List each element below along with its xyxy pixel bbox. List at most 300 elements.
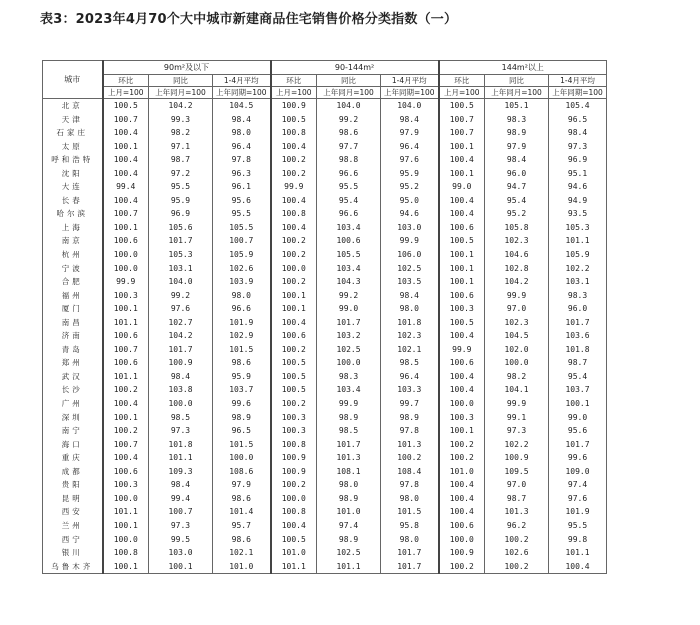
index-value: 105.9 [549,248,607,262]
table-row [43,262,607,276]
index-value: 100.2 [271,153,317,167]
index-value: 103.3 [381,383,439,397]
index-value: 100.6 [103,234,149,248]
index-value: 96.4 [381,140,439,154]
index-value: 97.8 [213,153,271,167]
index-value: 99.1 [485,411,549,425]
index-value: 101.9 [549,505,607,519]
index-value: 98.9 [317,492,381,506]
index-value: 104.0 [381,99,439,113]
table-row [43,343,607,357]
index-value: 101.7 [317,316,381,330]
index-value: 103.9 [213,275,271,289]
index-value: 102.5 [317,546,381,560]
index-value: 102.5 [317,343,381,357]
city-name: 天津 [43,113,103,127]
index-value: 98.4 [149,478,213,492]
index-value: 101.1 [549,546,607,560]
index-value: 100.0 [317,356,381,370]
index-value: 93.5 [549,207,607,221]
city-name: 合肥 [43,275,103,289]
index-value: 100.5 [439,316,485,330]
index-value: 102.3 [485,234,549,248]
index-value: 100.4 [271,140,317,154]
table-row [43,533,607,547]
base-same-month: 上年同月=100 [485,87,549,99]
index-value: 97.2 [149,167,213,181]
index-value: 100.1 [103,302,149,316]
index-value: 100.1 [439,140,485,154]
index-value: 97.3 [485,424,549,438]
index-value: 100.4 [439,505,485,519]
index-value: 99.2 [317,289,381,303]
index-value: 101.5 [213,438,271,452]
city-name: 哈尔滨 [43,207,103,221]
table-row [43,397,607,411]
index-value: 95.9 [381,167,439,181]
index-value: 105.6 [149,221,213,235]
index-value: 100.4 [271,194,317,208]
city-name: 福州 [43,289,103,303]
index-value: 100.3 [271,411,317,425]
index-value: 94.9 [549,194,607,208]
index-value: 101.1 [103,316,149,330]
index-value: 100.0 [213,451,271,465]
index-value: 98.4 [485,153,549,167]
index-value: 100.5 [271,356,317,370]
index-value: 95.8 [381,519,439,533]
table-row [43,519,607,533]
table-row [43,478,607,492]
index-value: 96.4 [213,140,271,154]
index-value: 97.6 [549,492,607,506]
table-row [43,424,607,438]
index-value: 99.3 [149,113,213,127]
index-value: 104.2 [149,329,213,343]
index-value: 100.4 [103,167,149,181]
index-value: 98.5 [149,411,213,425]
index-value: 100.4 [271,221,317,235]
index-value: 103.7 [549,383,607,397]
index-value: 100.0 [103,262,149,276]
index-value: 105.5 [317,248,381,262]
index-value: 98.3 [317,370,381,384]
table-row [43,451,607,465]
index-value: 97.3 [149,519,213,533]
index-value: 97.9 [213,478,271,492]
city-name: 厦门 [43,302,103,316]
index-value: 100.4 [103,397,149,411]
index-value: 106.0 [381,248,439,262]
index-value: 98.6 [213,356,271,370]
index-value: 100.5 [439,99,485,113]
group-header-small: 90m²及以下 [103,61,271,75]
index-value: 99.2 [317,113,381,127]
index-value: 103.8 [149,383,213,397]
table-row [43,302,607,316]
index-value: 98.4 [381,289,439,303]
index-value: 100.4 [439,153,485,167]
city-name: 贵阳 [43,478,103,492]
index-value: 96.6 [317,167,381,181]
base-prev-month: 上月=100 [103,87,149,99]
base-same-month: 上年同月=100 [317,87,381,99]
index-value: 101.1 [103,505,149,519]
index-value: 100.2 [271,234,317,248]
index-value: 99.9 [381,234,439,248]
index-value: 101.1 [149,451,213,465]
index-value: 97.8 [381,424,439,438]
index-value: 100.1 [439,262,485,276]
index-value: 98.0 [317,478,381,492]
index-value: 95.6 [549,424,607,438]
index-value: 100.3 [439,411,485,425]
index-value: 98.7 [149,153,213,167]
city-name: 青岛 [43,343,103,357]
index-value: 100.0 [271,262,317,276]
index-value: 96.6 [213,302,271,316]
price-index-table [42,60,607,574]
index-value: 100.2 [103,383,149,397]
index-value: 100.1 [149,560,213,574]
index-value: 98.4 [549,126,607,140]
index-value: 95.9 [149,194,213,208]
city-name: 深圳 [43,411,103,425]
index-value: 105.4 [549,99,607,113]
index-value: 99.7 [381,397,439,411]
index-value: 100.3 [271,424,317,438]
index-value: 109.5 [485,465,549,479]
index-value: 105.1 [485,99,549,113]
index-value: 100.5 [271,533,317,547]
city-name: 太原 [43,140,103,154]
index-value: 95.5 [149,180,213,194]
index-value: 100.7 [103,438,149,452]
index-value: 100.2 [485,560,549,574]
index-value: 98.9 [381,411,439,425]
index-value: 100.2 [439,560,485,574]
base-same-period: 上年同期=100 [213,87,271,99]
index-value: 98.5 [381,356,439,370]
index-value: 102.9 [213,329,271,343]
index-value: 100.0 [439,397,485,411]
index-value: 102.8 [485,262,549,276]
index-value: 101.5 [381,505,439,519]
city-name: 北京 [43,99,103,113]
index-value: 100.4 [271,316,317,330]
index-value: 101.1 [317,560,381,574]
index-value: 105.8 [485,221,549,235]
index-value: 99.0 [317,302,381,316]
index-value: 103.1 [149,262,213,276]
index-value: 104.1 [485,383,549,397]
index-value: 95.9 [213,370,271,384]
index-value: 101.0 [317,505,381,519]
base-prev-month: 上月=100 [439,87,485,99]
index-value: 101.3 [381,438,439,452]
city-header: 城市 [43,61,103,99]
index-value: 97.3 [149,424,213,438]
index-value: 95.7 [213,519,271,533]
index-value: 100.1 [271,302,317,316]
index-value: 100.2 [439,451,485,465]
index-value: 100.6 [439,356,485,370]
index-value: 105.5 [213,221,271,235]
index-value: 100.2 [271,275,317,289]
city-name: 上海 [43,221,103,235]
city-name: 长沙 [43,383,103,397]
index-value: 104.5 [485,329,549,343]
index-value: 98.6 [317,126,381,140]
index-value: 101.7 [381,560,439,574]
table-row [43,411,607,425]
index-value: 101.3 [317,451,381,465]
index-value: 104.3 [317,275,381,289]
index-value: 101.1 [103,370,149,384]
table-row [43,221,607,235]
index-value: 96.9 [149,207,213,221]
index-value: 104.0 [149,275,213,289]
index-value: 100.1 [103,221,149,235]
index-value: 101.8 [149,438,213,452]
table-row [43,356,607,370]
index-value: 100.0 [103,248,149,262]
index-value: 104.6 [485,248,549,262]
table-title: 表3：2023年4月70个大中城市新建商品住宅销售价格分类指数（一） [40,12,458,27]
subheader-mom: 环比 [271,75,317,87]
table-row [43,329,607,343]
city-name: 西安 [43,505,103,519]
index-value: 99.6 [213,397,271,411]
index-value: 100.8 [271,207,317,221]
index-value: 100.5 [271,383,317,397]
index-value: 101.7 [549,316,607,330]
index-value: 98.8 [317,153,381,167]
index-value: 100.8 [271,126,317,140]
index-value: 100.1 [103,519,149,533]
index-value: 100.5 [271,113,317,127]
index-value: 95.4 [317,194,381,208]
index-value: 100.3 [439,302,485,316]
base-same-month: 上年同月=100 [149,87,213,99]
index-value: 98.0 [213,289,271,303]
index-value: 100.9 [271,465,317,479]
index-value: 99.8 [549,533,607,547]
city-name: 海口 [43,438,103,452]
index-value: 103.1 [549,275,607,289]
index-value: 100.2 [439,438,485,452]
index-value: 101.4 [213,505,271,519]
index-value: 100.4 [103,194,149,208]
index-value: 100.4 [439,478,485,492]
city-name: 成都 [43,465,103,479]
index-value: 100.4 [103,451,149,465]
city-name: 济南 [43,329,103,343]
table-row [43,560,607,574]
city-name: 南京 [43,234,103,248]
index-value: 100.8 [103,546,149,560]
index-value: 100.0 [485,356,549,370]
city-name: 沈阳 [43,167,103,181]
index-value: 100.9 [271,451,317,465]
index-value: 99.9 [103,275,149,289]
table-row [43,316,607,330]
index-value: 95.6 [213,194,271,208]
subheader-avg: 1-4月平均 [213,75,271,87]
table-row [43,383,607,397]
index-value: 97.9 [381,126,439,140]
index-value: 105.9 [213,248,271,262]
table-row [43,465,607,479]
index-value: 97.3 [549,140,607,154]
index-value: 98.6 [213,492,271,506]
index-value: 99.0 [549,411,607,425]
index-value: 98.2 [149,126,213,140]
index-value: 104.0 [317,99,381,113]
index-value: 98.9 [317,533,381,547]
index-value: 96.4 [381,370,439,384]
index-value: 98.3 [485,113,549,127]
index-value: 99.9 [317,397,381,411]
index-value: 97.6 [149,302,213,316]
index-value: 96.9 [549,153,607,167]
index-value: 100.1 [271,289,317,303]
index-value: 108.1 [317,465,381,479]
index-value: 100.2 [485,533,549,547]
index-value: 94.6 [549,180,607,194]
index-value: 100.7 [103,113,149,127]
index-value: 100.9 [271,99,317,113]
index-value: 101.7 [549,438,607,452]
index-value: 99.9 [271,180,317,194]
index-value: 100.1 [103,140,149,154]
index-value: 100.5 [103,99,149,113]
index-value: 102.1 [381,343,439,357]
index-value: 95.2 [485,207,549,221]
index-value: 95.5 [549,519,607,533]
subheader-yoy: 同比 [317,75,381,87]
city-name: 石家庄 [43,126,103,140]
city-name: 兰州 [43,519,103,533]
index-value: 101.0 [213,560,271,574]
index-value: 100.2 [271,397,317,411]
index-value: 100.7 [439,113,485,127]
index-value: 100.4 [103,126,149,140]
table-row [43,153,607,167]
index-value: 104.5 [213,99,271,113]
index-value: 96.1 [213,180,271,194]
index-value: 100.6 [103,329,149,343]
index-value: 101.5 [213,343,271,357]
index-value: 96.3 [213,167,271,181]
index-value: 102.7 [149,316,213,330]
index-value: 94.6 [381,207,439,221]
city-name: 昆明 [43,492,103,506]
index-value: 100.1 [439,248,485,262]
index-value: 100.2 [271,343,317,357]
city-name: 广州 [43,397,103,411]
index-value: 100.4 [439,329,485,343]
index-value: 100.7 [103,343,149,357]
subheader-avg: 1-4月平均 [549,75,607,87]
index-value: 100.6 [271,329,317,343]
city-name: 乌鲁木齐 [43,560,103,574]
index-value: 99.9 [439,343,485,357]
table-row [43,99,607,113]
index-value: 96.5 [549,113,607,127]
table-row [43,113,607,127]
index-value: 100.2 [103,424,149,438]
city-name: 大连 [43,180,103,194]
index-value: 94.7 [485,180,549,194]
index-value: 95.5 [317,180,381,194]
index-value: 100.4 [439,194,485,208]
table-row [43,505,607,519]
index-value: 100.6 [317,234,381,248]
index-value: 96.0 [485,167,549,181]
index-value: 97.9 [485,140,549,154]
index-value: 102.1 [213,546,271,560]
index-value: 100.7 [213,234,271,248]
subheader-yoy: 同比 [149,75,213,87]
index-value: 100.2 [271,478,317,492]
index-value: 100.2 [271,248,317,262]
index-value: 102.2 [549,262,607,276]
index-value: 95.5 [213,207,271,221]
index-value: 100.1 [439,424,485,438]
index-value: 101.0 [271,546,317,560]
table-row [43,126,607,140]
index-value: 98.4 [213,113,271,127]
table-row [43,194,607,208]
index-value: 103.4 [317,262,381,276]
index-value: 95.1 [549,167,607,181]
index-value: 100.0 [439,533,485,547]
city-name: 银川 [43,546,103,560]
index-value: 98.9 [213,411,271,425]
index-value: 101.9 [213,316,271,330]
index-value: 98.3 [549,289,607,303]
index-value: 100.1 [439,167,485,181]
index-value: 97.8 [381,478,439,492]
index-value: 97.0 [485,478,549,492]
index-value: 98.2 [485,370,549,384]
index-value: 98.7 [485,492,549,506]
index-value: 101.1 [271,560,317,574]
index-value: 100.9 [485,451,549,465]
index-value: 101.8 [381,316,439,330]
index-value: 100.4 [439,492,485,506]
group-header-large: 144m²以上 [439,61,607,75]
index-value: 100.6 [439,289,485,303]
index-value: 99.4 [149,492,213,506]
table-row [43,275,607,289]
index-value: 95.4 [485,194,549,208]
index-value: 100.1 [103,411,149,425]
index-value: 100.4 [103,153,149,167]
subheader-mom: 环比 [103,75,149,87]
city-name: 宁波 [43,262,103,276]
base-same-period: 上年同期=100 [549,87,607,99]
index-value: 109.0 [549,465,607,479]
index-value: 97.1 [149,140,213,154]
city-name: 西宁 [43,533,103,547]
index-value: 99.5 [149,533,213,547]
index-value: 100.0 [103,492,149,506]
index-value: 98.4 [149,370,213,384]
index-value: 101.0 [439,465,485,479]
index-value: 100.2 [271,167,317,181]
